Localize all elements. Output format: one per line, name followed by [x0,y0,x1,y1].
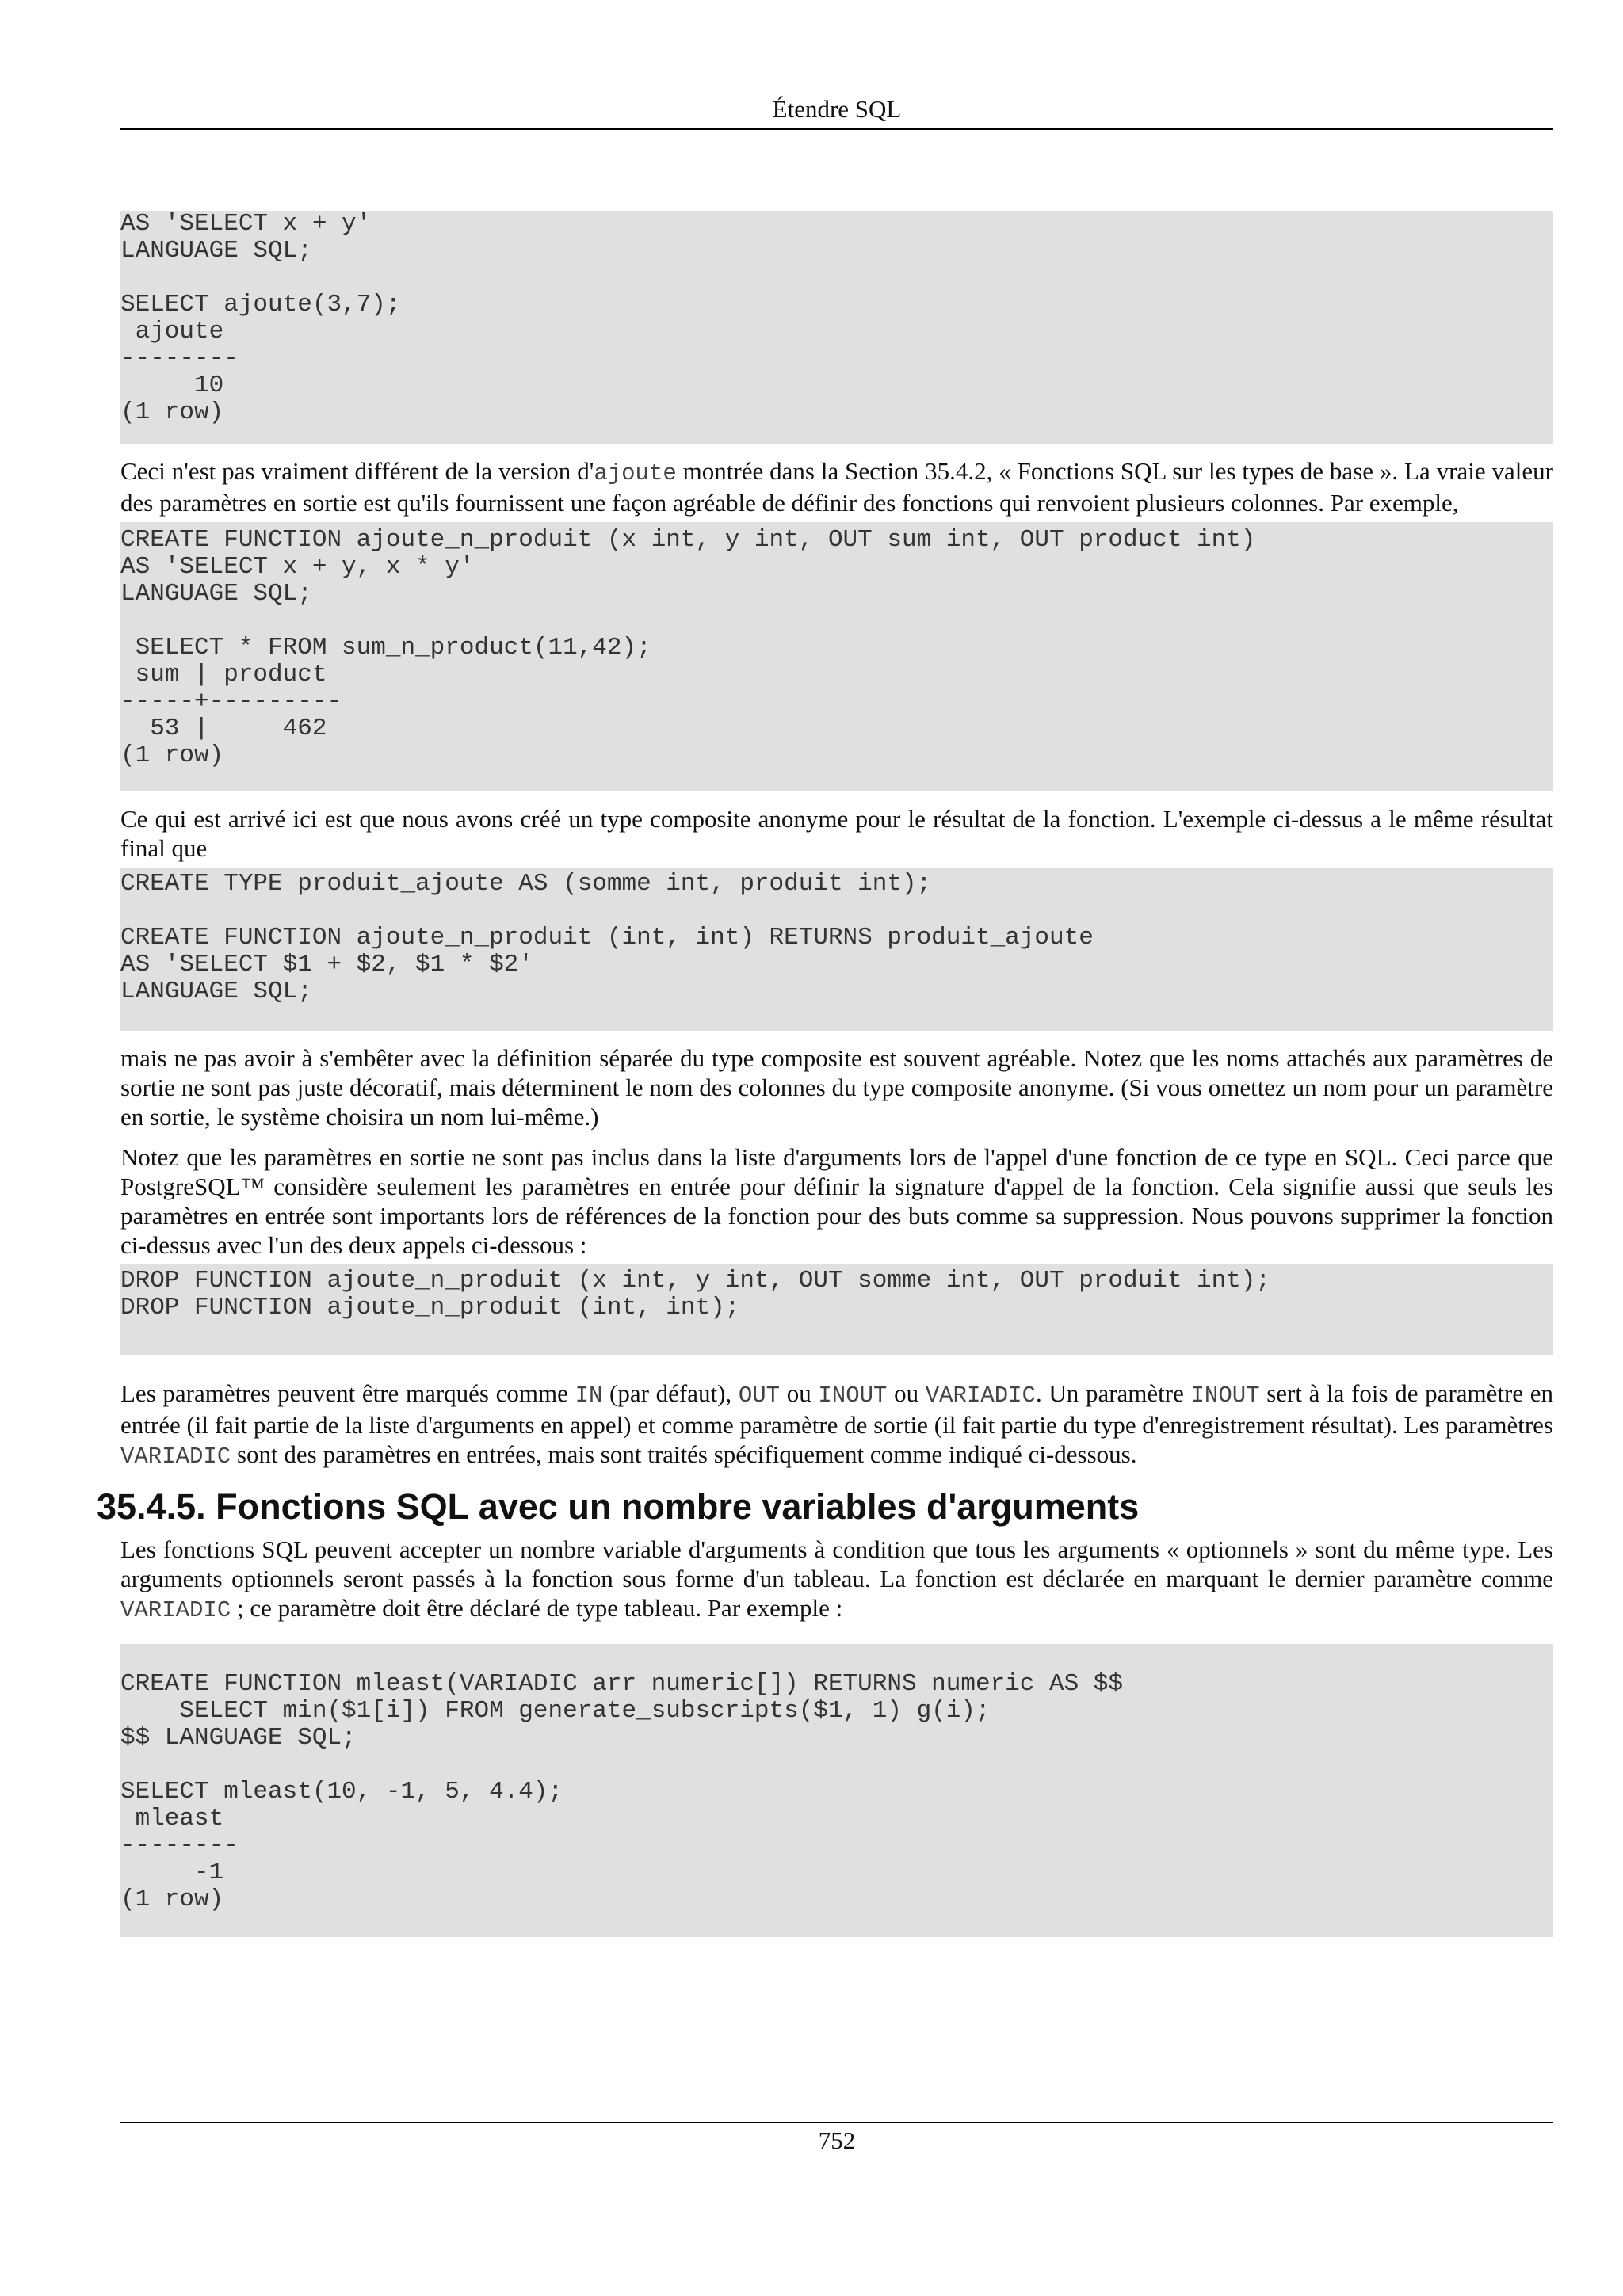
code-block-ajoute-n-produit: CREATE FUNCTION ajoute_n_produit (x int, y int, OUT sum int, OUT product int) AS 'SELECT x + y, x * y' LANGUAGE SQL; SELECT * FROM sum_n_product(11,42); sum | product -----+--------- 53 | 462 (1 row) [120,522,1553,791]
paragraph-param-modes [120,1379,1553,1471]
text-run: Ceci n'est pas vraiment différent de la version d' [120,457,594,485]
paragraph-composite-anonymous: Ce qui est arrivé ici est que nous avons créé un type composite anonyme pour le résultat de la fonction. L'exemple ci-dessus a le même résultat final que [120,805,1553,862]
header-rule [120,128,1553,130]
text-run: Les fonctions SQL peuvent accepter un nombre variable d'arguments à condition que tous les arguments « optionnels » sont du même type. Les arguments optionnels seront passés à la fonction sous forme d'un tableau. La fonction est déclarée en marquant le dernier paramètre comme [120,1535,1553,1592]
paragraph-variadic-intro [120,1535,1553,1625]
footer-rule [120,2122,1553,2123]
inline-code: IN [575,1383,603,1409]
inline-code: VARIADIC [120,1597,231,1623]
paragraph-output-names: mais ne pas avoir à s'embêter avec la définition séparée du type composite est souvent agréable. Notez que les noms attachés aux paramètres de sortie ne sont pas juste décoratif, mais déterminent le nom des colonnes du type composite anonyme. (Si vous omettez un nom pour un paramètre en sortie, le système choisira un nom lui-même.) [120,1044,1553,1131]
inline-code: VARIADIC [120,1444,231,1470]
code-block-drop-function: DROP FUNCTION ajoute_n_produit (x int, y int, OUT somme int, OUT produit int); DROP FUNCTION ajoute_n_produit (int, int); [120,1264,1553,1355]
page-number: 752 [818,2126,856,2154]
page-content [97,210,1554,1937]
code-block-create-type: CREATE TYPE produit_ajoute AS (somme int, produit int); CREATE FUNCTION ajoute_n_produit (int, int) RETURNS produit_ajoute AS 'SELECT $1 + $2, $1 * $2' LANGUAGE SQL; [120,868,1553,1031]
running-header: Étendre SQL [772,95,902,123]
paragraph-drop-function: Notez que les paramètres en sortie ne sont pas inclus dans la liste d'arguments lors de l'appel d'une fonction de ce type en SQL. Ceci parce que PostgreSQL™ considère seulement les paramètres en entrée pour définir la signature d'appel de la fonction. Cela signifie aussi que seuls les paramètres en entrée sont importants lors de références de la fonction pour des buts comme sa suppression. Nous pouvons supprimer la fonction ci-dessus avec l'un des deux appels ci-dessous : [120,1143,1553,1259]
text-run: (par défaut), [602,1379,739,1407]
text-run: ou [887,1379,926,1407]
text-run: ou [780,1379,819,1407]
text-run: montrée dans la Section 35.4.2, « Fonctions SQL sur les types de base ». La vraie valeur des paramètres en sortie est qu'ils fournissent une façon agréable de définir des fonctions qui renvoient plusieurs colonnes. Par exemple, [120,457,1553,517]
section-heading: 35.4.5. Fonctions SQL avec un nombre variables d'arguments [97,1486,1140,1527]
inline-code: OUT [738,1383,781,1409]
inline-code: ajoute [594,460,677,486]
inline-code: INOUT [818,1383,888,1409]
text-run: Les paramètres peuvent être marqués comme [120,1379,575,1407]
paragraph-out-params-intro [120,456,1553,517]
text-run: . Un paramètre [1035,1379,1191,1407]
text-run: ; ce paramètre doit être déclaré de type tableau. Par exemple : [231,1594,843,1622]
inline-code: INOUT [1190,1383,1260,1409]
text-run: sert à la fois de paramètre en entrée (il fait partie de la liste d'arguments en appel) et comme paramètre de sortie (il fait partie du type d'enregistrement résultat). Les paramètres [120,1379,1554,1439]
inline-code: VARIADIC [925,1383,1036,1409]
code-block-ajoute: AS 'SELECT x + y' LANGUAGE SQL; SELECT ajoute(3,7); ajoute -------- 10 (1 row) [120,211,1553,444]
text-run: sont des paramètres en entrées, mais sont traités spécifiquement comme indiqué ci-dessous. [231,1440,1137,1468]
code-block-mleast: CREATE FUNCTION mleast(VARIADIC arr numeric[]) RETURNS numeric AS $$ SELECT min($1[i]) FROM generate_subscripts($1, 1) g(i); $$ LANGUAGE SQL; SELECT mleast(10, -1, 5, 4.4); mleast -------- -1 (1 row) [120,1644,1553,1937]
